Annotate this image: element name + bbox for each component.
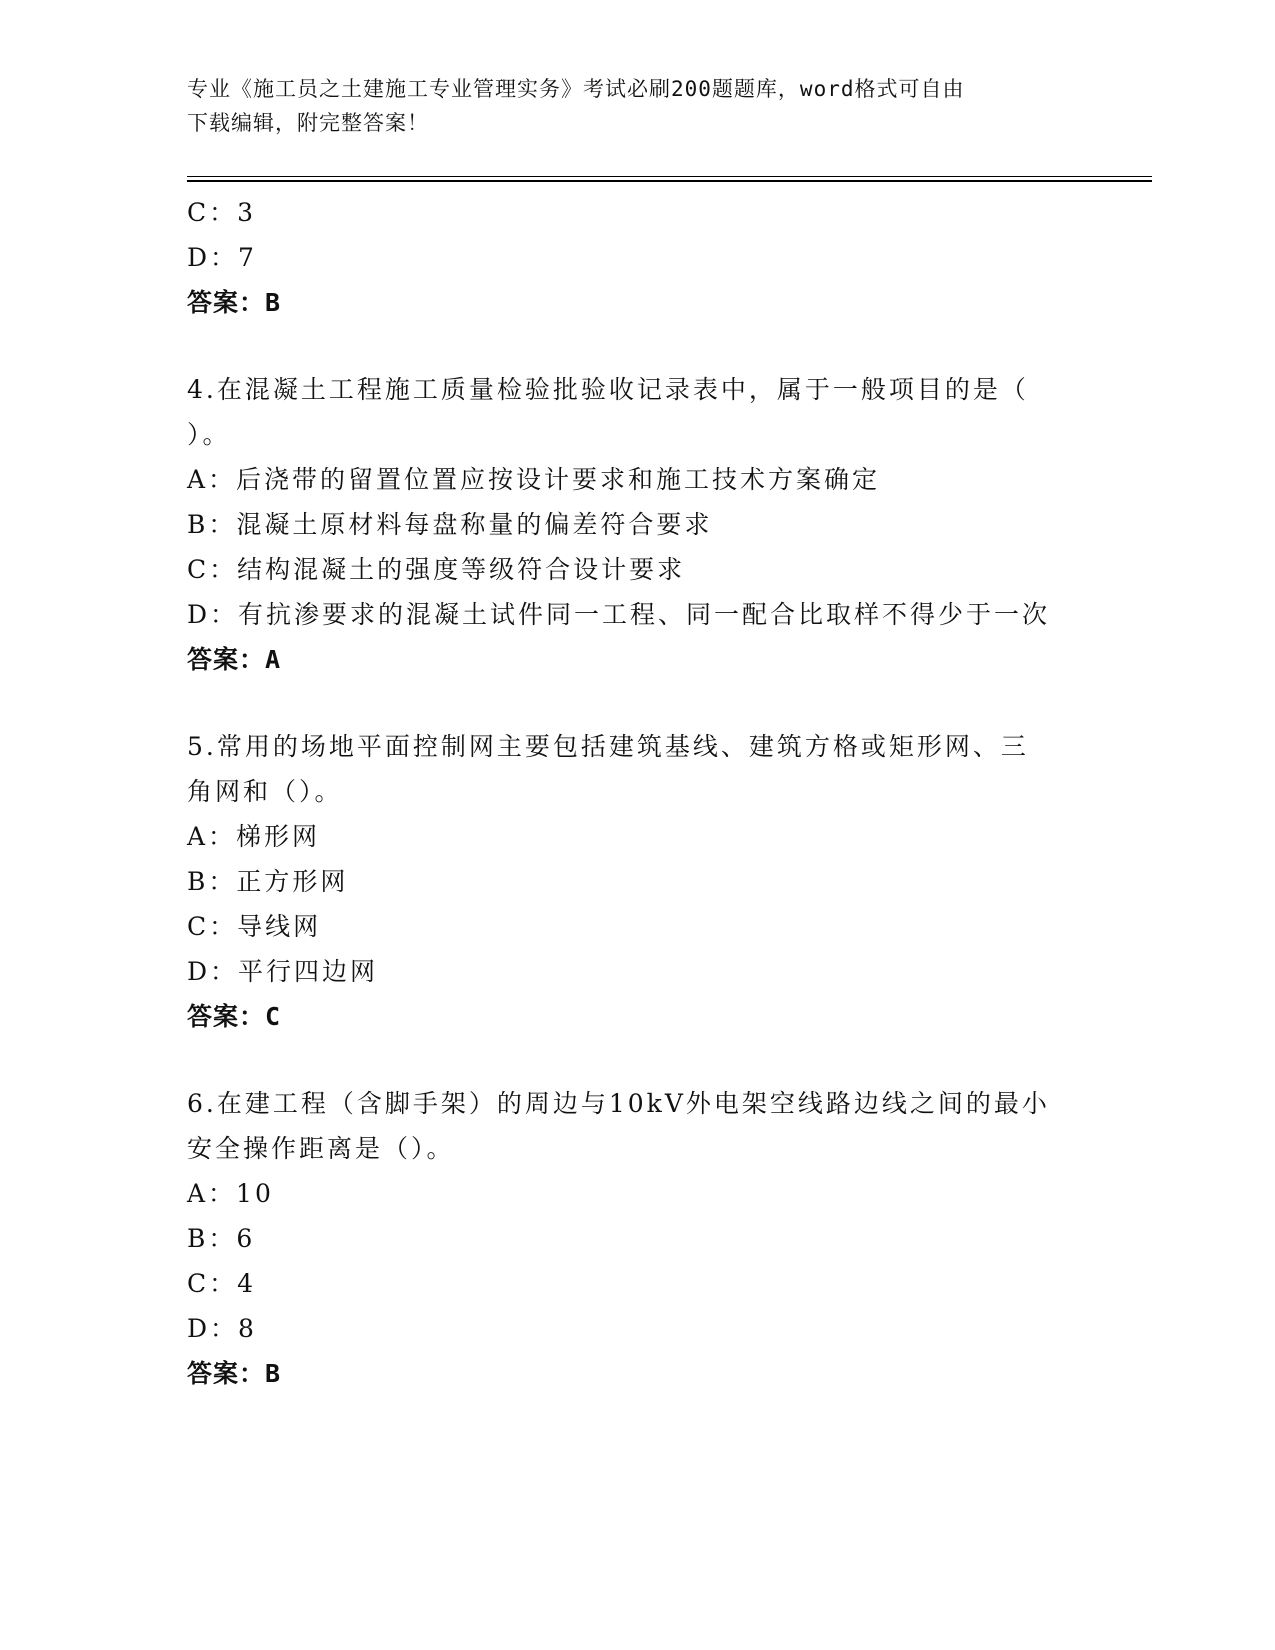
question-6	[187, 1081, 1087, 1396]
option-a: A：梯形网	[187, 822, 321, 851]
question-text-line-2: 角网和（）。	[187, 777, 343, 806]
question-text-line-2: ）。	[187, 420, 231, 449]
option-a: A：10	[187, 1179, 274, 1208]
document-header	[187, 72, 1067, 140]
option-a: A：后浇带的留置位置应按设计要求和施工技术方案确定	[187, 465, 881, 494]
header-title-line-2: 下载编辑，附完整答案！	[187, 111, 429, 135]
option-d: D：有抗渗要求的混凝土试件同一工程、同一配合比取样不得少于一次	[187, 600, 1051, 629]
option-c: C：结构混凝土的强度等级符合设计要求	[187, 555, 686, 584]
question-text-line-1: 4.在混凝土工程施工质量检验批验收记录表中，属于一般项目的是（	[187, 375, 1029, 404]
question-3-continued	[187, 190, 1087, 325]
option-c: C：4	[187, 1269, 257, 1298]
header-divider-thick	[187, 180, 1152, 182]
option-b: B：正方形网	[187, 867, 349, 896]
answer-line: 答案：A	[187, 645, 282, 674]
option-c: C：3	[187, 198, 257, 227]
answer-line: 答案：B	[187, 1359, 282, 1388]
option-b: B：6	[187, 1224, 256, 1253]
question-list	[187, 190, 1087, 1396]
option-c: C：导线网	[187, 912, 322, 941]
answer-line: 答案：C	[187, 1002, 282, 1031]
question-text-line-2: 安全操作距离是（）。	[187, 1134, 455, 1163]
header-divider-thin	[187, 176, 1152, 177]
header-title-line-1: 专业《施工员之土建施工专业管理实务》考试必刷200题题库，word格式可自由	[187, 77, 965, 101]
question-text-line-1: 6.在建工程（含脚手架）的周边与10kV外电架空线路边线之间的最小	[187, 1089, 1050, 1118]
option-d: D：7	[187, 243, 257, 272]
option-b: B：混凝土原材料每盘称量的偏差符合要求	[187, 510, 713, 539]
option-d: D：平行四边网	[187, 957, 379, 986]
question-4	[187, 367, 1087, 682]
answer-line: 答案：B	[187, 288, 282, 317]
question-text-line-1: 5.常用的场地平面控制网主要包括建筑基线、建筑方格或矩形网、三	[187, 732, 1029, 761]
question-5	[187, 724, 1087, 1039]
option-d: D：8	[187, 1314, 257, 1343]
